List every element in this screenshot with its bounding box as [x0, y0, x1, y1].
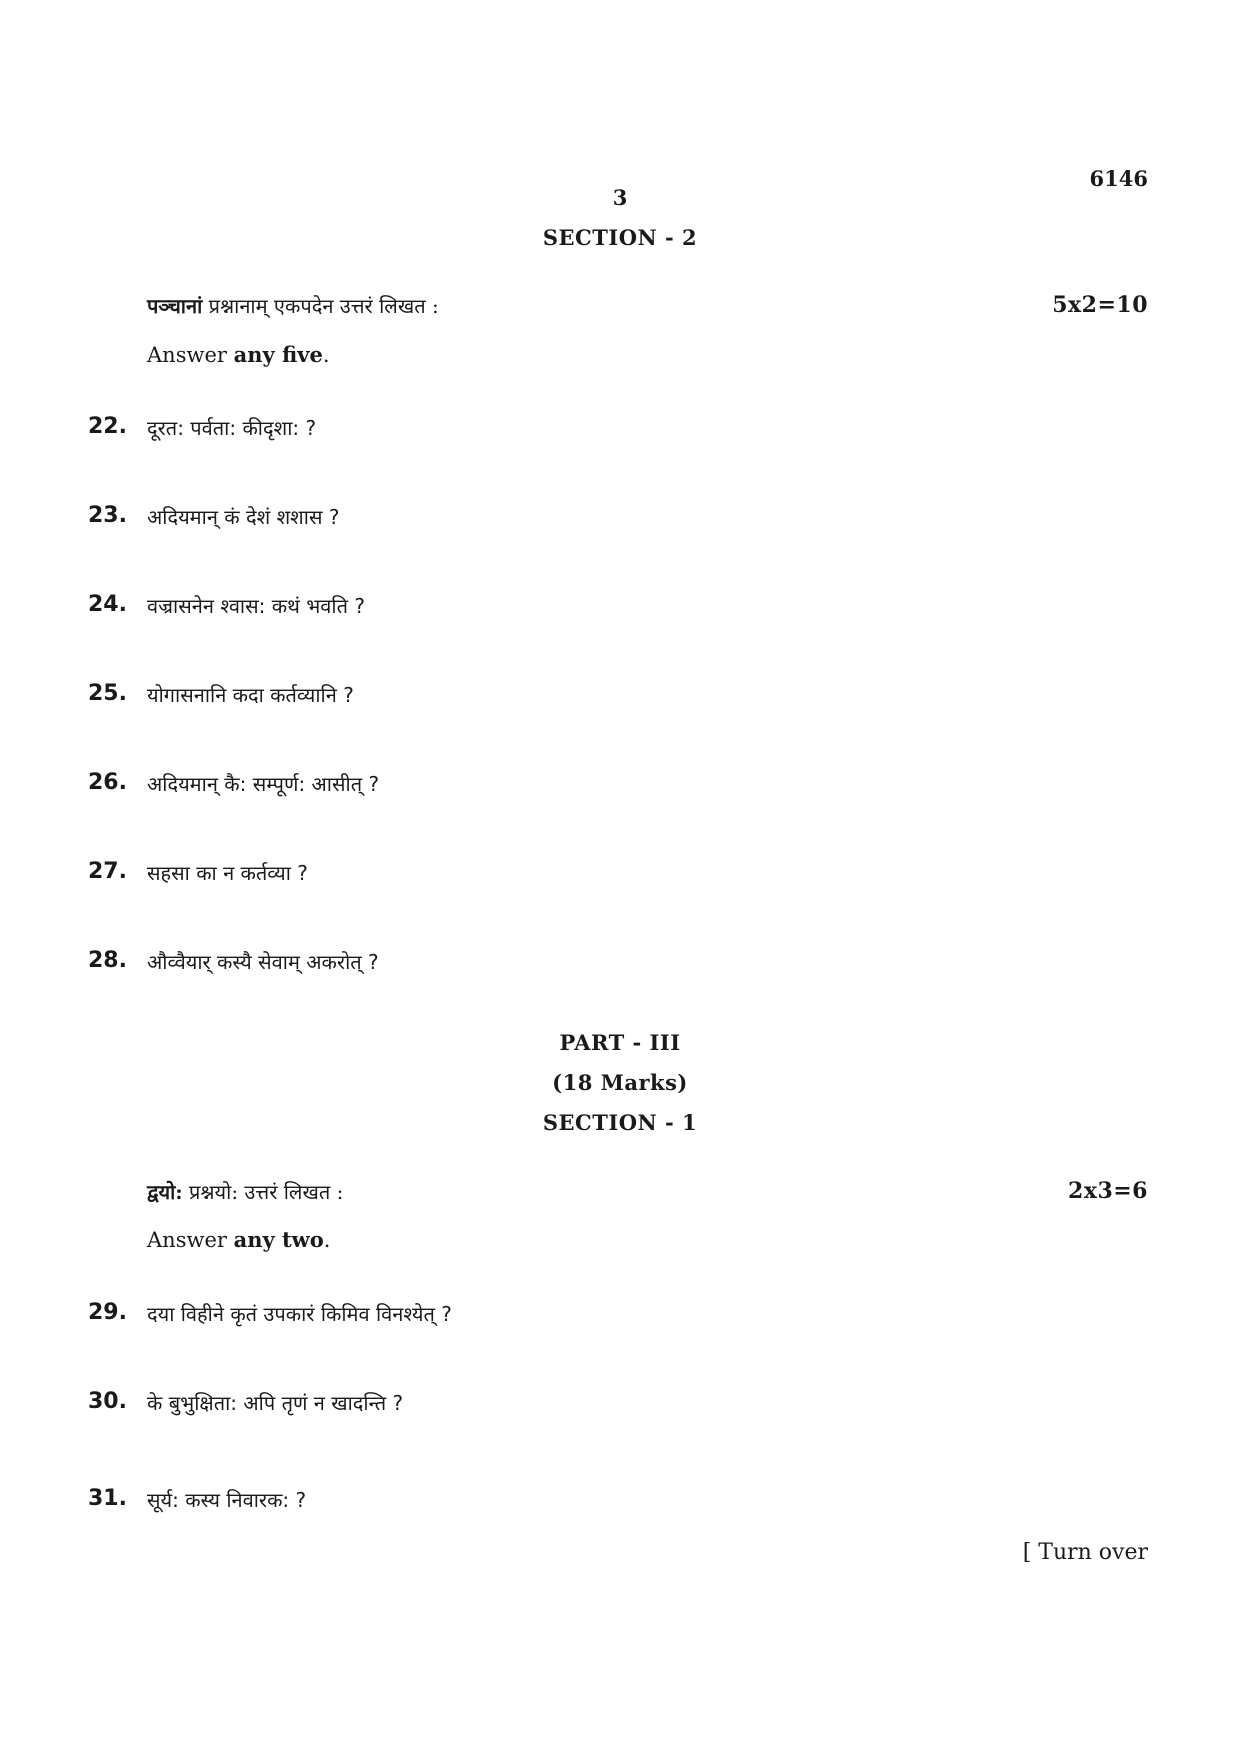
instruction-bold-word: पञ्चानां [147, 294, 203, 318]
answer-bold: any two [233, 1227, 324, 1252]
question-text: सहसा का न कर्तव्या ? [147, 861, 308, 885]
instruction-text: प्रश्नानाम् एकपदेन उत्तरं लिखत : [202, 294, 439, 318]
question-number: 26. [88, 770, 127, 795]
section-2-instruction [147, 292, 439, 319]
question-text: योगासनानि कदा कर्तव्यानि ? [147, 683, 354, 707]
question-number: 25. [88, 681, 127, 706]
question-number: 28. [88, 948, 127, 973]
section-2-answer-note [147, 342, 330, 367]
part-3-title: PART - III [559, 1030, 681, 1055]
section-2-marks: 5x2=10 [1052, 292, 1148, 318]
answer-suffix: . [323, 1228, 331, 1252]
question-number: 22. [88, 414, 127, 439]
page-number: 3 [612, 185, 628, 210]
question-number: 24. [88, 592, 127, 617]
question-text: दूरत: पर्वता: कीदृशा: ? [147, 416, 317, 440]
part-3-marks-total: (18 Marks) [552, 1070, 688, 1095]
answer-suffix: . [322, 343, 330, 367]
question-text: अदियमान् कं देशं शशास ? [147, 505, 340, 529]
instruction-text: प्रश्नयो: उत्तरं लिखत : [182, 1180, 344, 1204]
paper-code: 6146 [1089, 166, 1148, 191]
answer-prefix: Answer [147, 1228, 234, 1252]
instruction-bold-word: द्वयो: [147, 1180, 183, 1204]
answer-prefix: Answer [147, 343, 234, 367]
question-number: 23. [88, 503, 127, 528]
question-text: दया विहीने कृतं उपकारं किमिव विनश्येत् ? [147, 1302, 452, 1326]
question-text: अदियमान् कै: सम्पूर्ण: आसीत् ? [147, 772, 380, 796]
part-3-instruction [147, 1178, 343, 1205]
question-text: वज्रासनेन श्वास: कथं भवति ? [147, 594, 365, 618]
question-number: 29. [88, 1300, 127, 1325]
part-3-marks: 2x3=6 [1068, 1178, 1148, 1204]
question-number: 27. [88, 859, 127, 884]
question-text: सूर्य: कस्य निवारक: ? [147, 1488, 307, 1512]
part-3-section-title: SECTION - 1 [542, 1110, 698, 1135]
section-2-title: SECTION - 2 [542, 225, 698, 250]
turn-over-note: [ Turn over [1022, 1540, 1148, 1565]
answer-bold: any five [233, 342, 323, 367]
question-number: 31. [88, 1486, 127, 1511]
question-text: औव्वैयार् कस्यै सेवाम् अकरोत् ? [147, 950, 379, 974]
question-number: 30. [88, 1389, 127, 1414]
question-text: के बुभुक्षिता: अपि तृणं न खादन्ति ? [147, 1391, 404, 1415]
part-3-answer-note [147, 1227, 330, 1252]
